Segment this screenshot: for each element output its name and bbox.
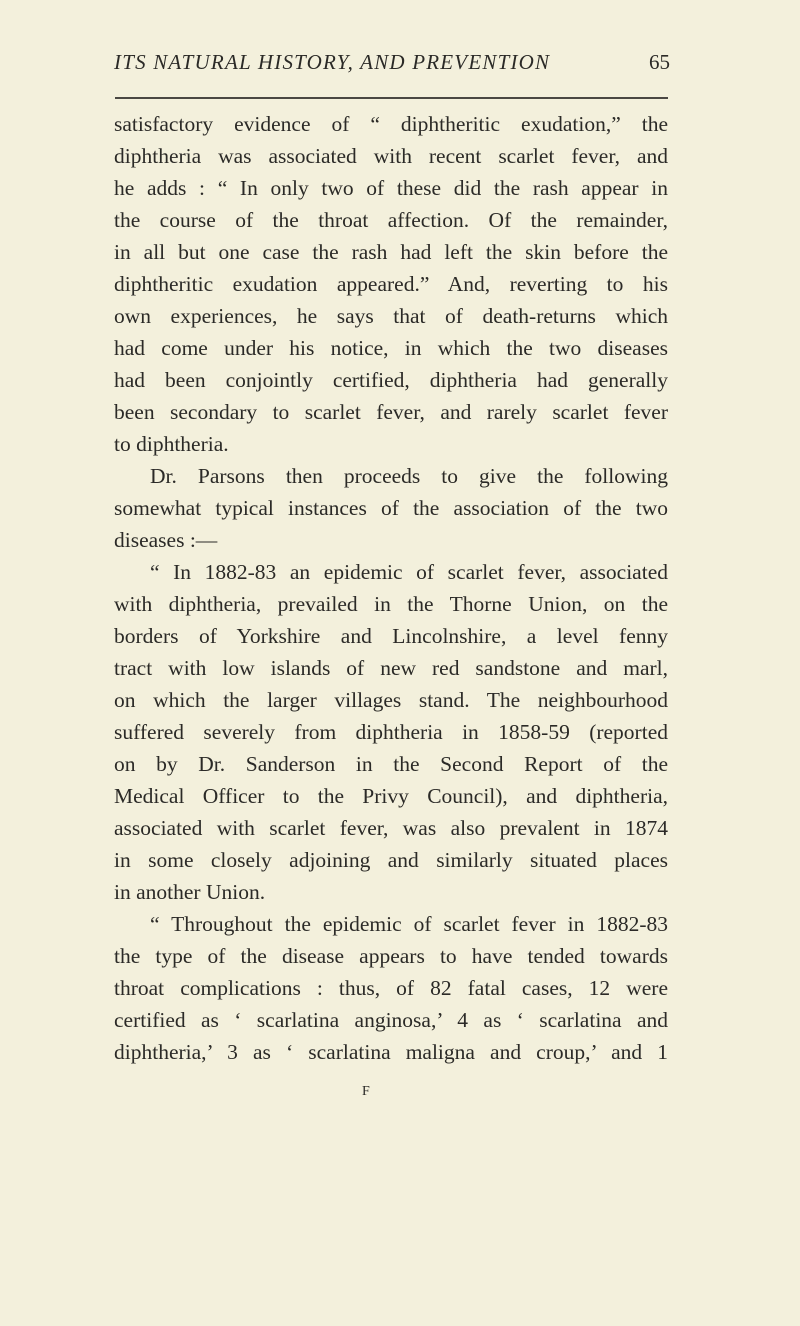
text-line: in another Union. bbox=[114, 880, 266, 904]
text-line: diphtheria,’ 3 as ‘ scarlatina maligna and croup,’ and 1 bbox=[114, 1040, 668, 1064]
text-line: diseases :— bbox=[114, 528, 218, 552]
text-line: on by Dr. Sanderson in the Second Report of the bbox=[114, 752, 668, 776]
text-line: diphtheritic exudation appeared.” And, reverting to his bbox=[114, 272, 668, 296]
text-line: had come under his notice, in which the two diseases bbox=[114, 336, 668, 360]
signature-mark: F bbox=[362, 1084, 371, 1099]
text-line: satisfactory evidence of “ diphtheritic exudation,” the bbox=[114, 112, 668, 136]
text-line: certified as ‘ scarlatina anginosa,’ 4 as ‘ scarlatina and bbox=[114, 1008, 668, 1032]
running-head bbox=[114, 50, 678, 84]
text-line: Medical Officer to the Privy Council), and diphtheria, bbox=[114, 784, 668, 808]
text-line: the type of the disease appears to have tended towards bbox=[114, 944, 668, 968]
text-line: the course of the throat affection. Of the remainder, bbox=[114, 208, 668, 232]
text-line: associated with scarlet fever, was also prevalent in 1874 bbox=[114, 816, 668, 840]
text-line: borders of Yorkshire and Lincolnshire, a level fenny bbox=[114, 624, 668, 648]
text-line: “ In 1882-83 an epidemic of scarlet fever, associated bbox=[150, 560, 668, 584]
text-line: with diphtheria, prevailed in the Thorne Union, on the bbox=[114, 592, 668, 616]
running-title: ITS NATURAL HISTORY, AND PREVENTION bbox=[114, 50, 551, 74]
header-rule bbox=[115, 97, 668, 99]
text-line: Dr. Parsons then proceeds to give the following bbox=[150, 464, 668, 488]
text-line: suffered severely from diphtheria in 1858-59 (reported bbox=[114, 720, 668, 744]
text-line: “ Throughout the epidemic of scarlet fever in 1882-83 bbox=[150, 912, 668, 936]
text-line: tract with low islands of new red sandstone and marl, bbox=[114, 656, 668, 680]
text-line: to diphtheria. bbox=[114, 432, 229, 456]
text-line: in some closely adjoining and similarly situated places bbox=[114, 848, 668, 872]
text-line: been secondary to scarlet fever, and rarely scarlet fever bbox=[114, 400, 668, 424]
text-line: throat complications : thus, of 82 fatal cases, 12 were bbox=[114, 976, 668, 1000]
text-line: in all but one case the rash had left the skin before the bbox=[114, 240, 668, 264]
text-line: somewhat typical instances of the association of the two bbox=[114, 496, 668, 520]
text-line: diphtheria was associated with recent scarlet fever, and bbox=[114, 144, 668, 168]
text-line: he adds : “ In only two of these did the rash appear in bbox=[114, 176, 668, 200]
text-line: on which the larger villages stand. The neighbourhood bbox=[114, 688, 668, 712]
text-line: own experiences, he says that of death-returns which bbox=[114, 304, 668, 328]
text-line: had been conjointly certified, diphtheria had generally bbox=[114, 368, 668, 392]
page-number: 65 bbox=[649, 50, 670, 74]
